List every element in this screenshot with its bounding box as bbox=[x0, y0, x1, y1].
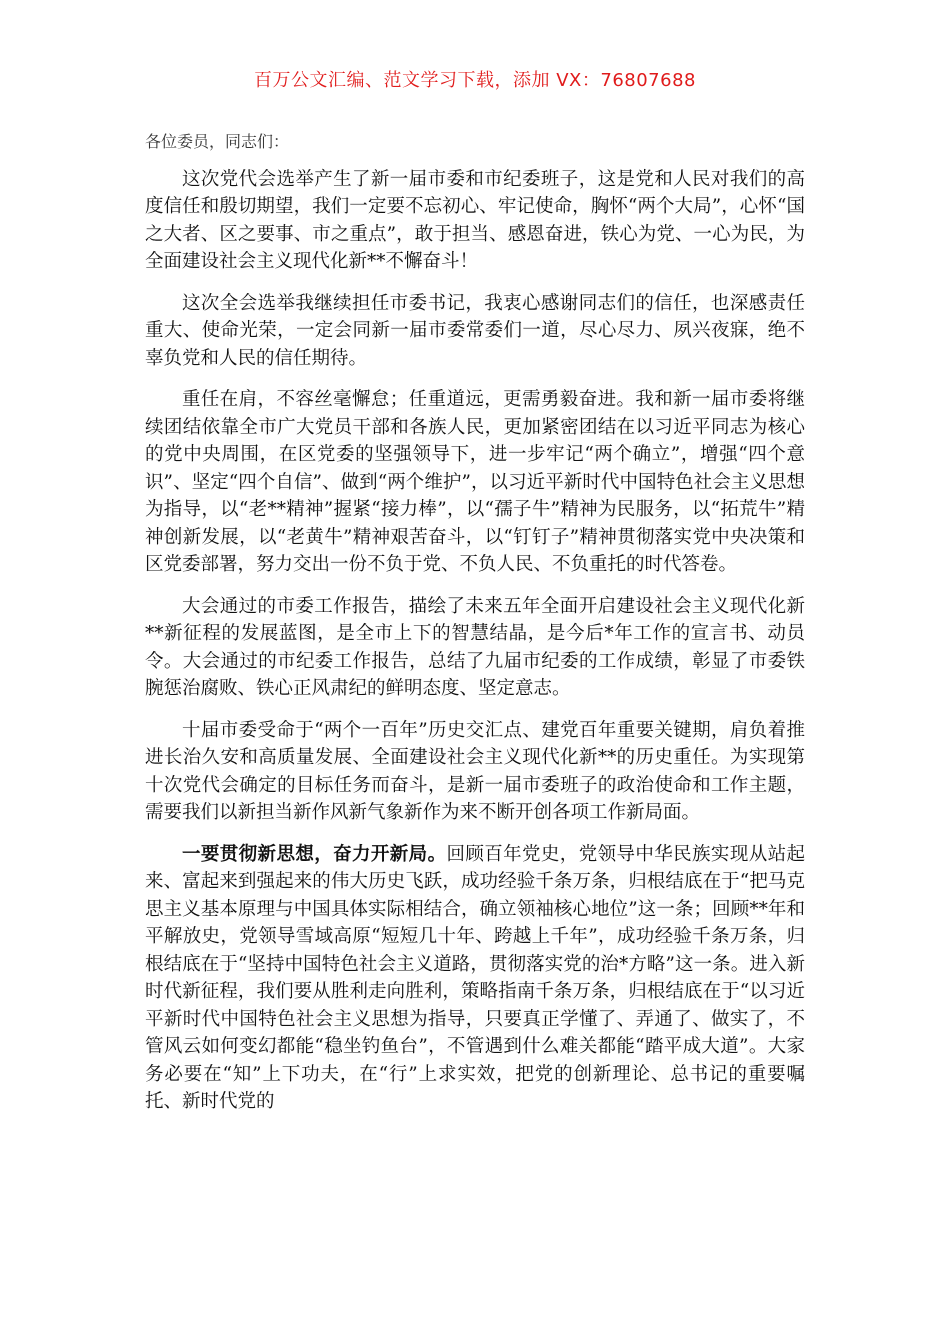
paragraph-4 bbox=[145, 593, 805, 703]
paragraph-1 bbox=[145, 166, 805, 276]
paragraph-text: 这次全会选举我继续担任市委书记，我衷心感谢同志们的信任，也深感责任重大、使命光荣，一定会同新一届市委常委们一道，尽心尽力、夙兴夜寐，绝不辜负党和人民的信任期待。 bbox=[145, 292, 805, 369]
paragraph-text: 十届市委受命于“两个一百年”历史交汇点、建党百年重要关键期，肩负着推进长治久安和高质量发展、全面建设社会主义现代化新**的历史重任。为实现第十次党代会确定的目标任务而奋斗，是新一届市委班子的政治使命和工作主题，需要我们以新担当新作风新气象新作为来不断开创各项工作新局面。 bbox=[145, 719, 805, 823]
paragraph-lead: 一要贯彻新思想，奋力开新局。 bbox=[182, 843, 447, 865]
paragraph-2 bbox=[145, 290, 805, 373]
paragraph-text: 重任在肩，不容丝毫懈怠；任重道远，更需勇毅奋进。我和新一届市委将继续团结依靠全市广大党员干部和各族人民，更加紧密团结在以习近平同志为核心的党中央周围，在区党委的坚强领导下，进一步牢记“两个确立”，增强“四个意识”、坚定“四个自信”、做到“两个维护”，以习近平新时代中国特色社会主义思想为指导，以“老**精神”握紧“接力棒”，以“孺子牛”精神为民服务，以“拓荒牛”精神创新发展，以“老黄牛”精神艰苦奋斗，以“钉钉子”精神贯彻落实党中央决策和区党委部署，努力交出一份不负于党、不负人民、不负重托的时代答卷。 bbox=[145, 389, 805, 575]
greeting: 各位委员，同志们： bbox=[145, 132, 290, 151]
paragraph-3 bbox=[145, 386, 805, 579]
paragraph-5 bbox=[145, 717, 805, 827]
paragraph-text: 这次党代会选举产生了新一届市委和市纪委班子，这是党和人民对我们的高度信任和殷切期望，我们一定要不忘初心、牢记使命，胸怀“两个大局”，心怀“国之大者、区之要事、市之重点”，敢于担当、感恩奋进，铁心为党、一心为民，为全面建设社会主义现代化新**不懈奋斗！ bbox=[145, 168, 805, 272]
paragraph-6 bbox=[145, 841, 805, 1116]
paragraph-text: 回顾百年党史，党领导中华民族实现从站起来、富起来到强起来的伟大历史飞跃，成功经验千条万条，归根结底在于“把马克思主义基本原理与中国具体实际相结合，确立领袖核心地位”这一条；回顾**年和平解放史，党领导雪域高原“短短几十年、跨越上千年”，成功经验千条万条，归根结底在于“坚持中国特色社会主义道路，贯彻落实党的治*方略”这一条。进入新时代新征程，我们要从胜利走向胜利，策略指南千条万条，归根结底在于“以习近平新时代中国特色社会主义思想为指导，只要真正学懂了、弄通了、做实了，不管风云如何变幻都能“稳坐钓鱼台”，不管遇到什么难关都能“踏平成大道”。大家务必要在“知”上下功夫，在“行”上求实效，把党的创新理论、总书记的重要嘱托、新时代党的 bbox=[145, 843, 805, 1112]
paragraph-text: 大会通过的市委工作报告，描绘了未来五年全面开启建设社会主义现代化新**新征程的发展蓝图，是全市上下的智慧结晶，是今后*年工作的宣言书、动员令。大会通过的市纪委工作报告，总结了九届市纪委的工作成绩，彰显了市委铁腕惩治腐败、铁心正风肃纪的鲜明态度、坚定意志。 bbox=[145, 595, 805, 699]
document-body bbox=[145, 128, 805, 1130]
watermark-header: 百万公文汇编、范文学习下载，添加 VX：76807688 bbox=[254, 70, 696, 91]
